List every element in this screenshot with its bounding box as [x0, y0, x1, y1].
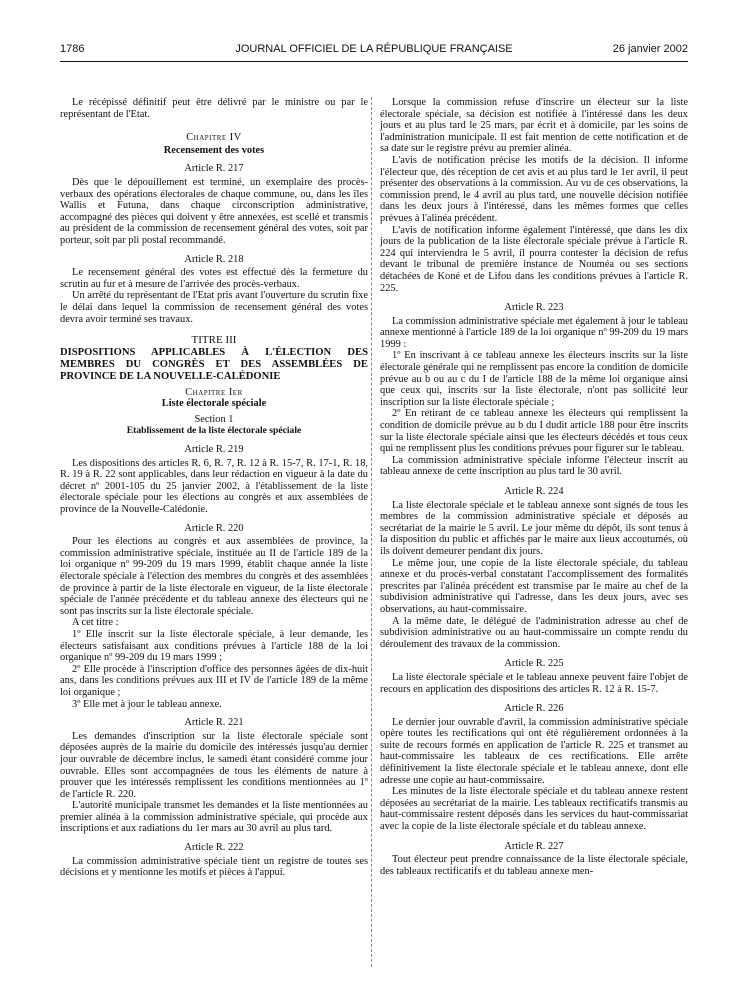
paragraph: La liste électorale spéciale et le tableau annexe sont signés de tous les membres de la commission administrative spéciale et déposés au secrétariat de la mairie le 5 avril. Le jour même du dépôt, ils sont tenus à la disposition du public et affichés par le maire aux lieux accoutumés, où ils doivent demeurer pendant dix jours.	[380, 499, 688, 557]
chapter-heading: Chapitre IV	[186, 132, 242, 144]
article-heading: Article R. 218	[184, 253, 244, 265]
paragraph: Les demandes d'inscription sur la liste électorale spéciale sont déposées auprès de la mairie du domicile des intéressés jusqu'au dernier jour ouvrable de décembre inclus, le samedi étant considéré comme jour ouvrable. Elles sont accompagnées de tous les éléments de nature à prouver que les intéressés remplissent les conditions mentionnées au 1º de l'article R. 220.	[60, 730, 368, 800]
paragraph: Lorsque la commission refuse d'inscrire un électeur sur la liste électorale spéciale, sa décision est notifiée à l'intéressé dans les deux jours et au plus tard le 25 mars, par écrit et à domicile, par les soins de l'administration municipale. Il est fait mention de cette notification et de sa date sur le registre prévu au premier alinéa.	[380, 97, 688, 155]
article-heading: Article R. 220	[184, 522, 244, 534]
article-heading: Article R. 222	[184, 842, 244, 854]
section-heading: Section 1	[194, 413, 234, 425]
page-number: 1786	[60, 43, 85, 55]
header-rule	[60, 61, 688, 62]
paragraph: L'avis de notification informe également l'intéressé, que dans les dix jours de la publication de la liste électorale spéciale prévue à l'article R. 224 qui interviendra le 5 avril, il pourra contester la décision de refus devant le tribunal de première instance de Nouméa ou ses sections détachées de Koné et de Lifou dans les conditions prévues à l'article R. 225.	[380, 224, 688, 294]
issue-date: 26 janvier 2002	[612, 43, 688, 55]
column-separator	[371, 97, 372, 967]
article-heading: Article R. 224	[504, 486, 564, 497]
article-heading: Article R. 226	[504, 703, 564, 715]
paragraph: 1º Elle inscrit sur la liste électorale spéciale, à leur demande, les électeurs satisfaisant aux conditions prévues à l'article 188 de la loi organique nº 99-209 du 19 mars 1999 ;	[60, 628, 368, 664]
article-heading: Article R. 221	[184, 717, 244, 729]
right-column	[380, 97, 688, 877]
title-subject: DISPOSITIONS APPLICABLES À L'ÉLECTION DES MEMBRES DU CONGRÈS ET DES ASSEMBLÉES DE PROVINCE DE LA NOUVELLE-CALÉDONIE	[60, 346, 368, 382]
paragraph: La commission administrative spéciale tient un registre de toutes ses décisions et y mentionne les motifs et pièces à l'appui.	[60, 855, 368, 879]
left-column	[60, 97, 368, 879]
chapter-title: Recensement des votes	[163, 144, 265, 156]
article-heading: Article R. 223	[504, 302, 564, 314]
paragraph: Dès que le dépouillement est terminé, un exemplaire des procès-verbaux des opérations électorales de chaque commune, ou, dans les îles Wallis et Futuna, dans chaque circonscription administrative, accompagné des pièces qui doivent y être annexées, est scellé et transmis au président de la commission de recensement général des votes, soit par porteur, soit par pli postal recommandé.	[60, 176, 368, 246]
paragraph: A cet titre :	[72, 617, 119, 629]
chapter-heading: Chapitre Ier	[185, 386, 243, 398]
paragraph: L'autorité municipale transmet les demandes et la liste mentionnées au premier alinéa à la commission administrative spéciale, qui procède aux inscriptions et aux radiations du 1er mars au 30 avril au plus tard.	[60, 800, 368, 835]
paragraph: 2º Elle procède à l'inscription d'office des personnes âgées de dix-huit ans, dans les conditions prévues aux III et IV de l'article 189 de la même loi organique ;	[60, 663, 368, 698]
paragraph: Le recensement général des votes est effectué dès la fermeture du scrutin au fur et à mesure de l'arrivée des procès-verbaux.	[60, 267, 368, 290]
paragraph: 1º En inscrivant à ce tableau annexe les électeurs inscrits sur la liste électorale générale qui ne remplissent pas encore la condition de domicile prévue au b ou au c du I de l'article 188 de la même loi organique ainsi que ceux qui, inscrits sur la liste électorale, n'ont pas sollicité leur inscription sur la liste électorale spéciale ;	[380, 350, 688, 408]
article-heading: Article R. 225	[504, 658, 564, 670]
article-heading: Article R. 227	[504, 840, 564, 852]
title-heading: TITRE III	[191, 334, 237, 347]
paragraph: Tout électeur peut prendre connaissance de la liste électorale spéciale, des tableaux rectificatifs et du tableau annexe men-	[380, 854, 688, 877]
paragraph: Les minutes de la liste électorale spéciale et du tableau annexe restent déposées au secrétariat de la mairie. Les tableaux rectificatifs transmis au haut-commissaire restent déposés dans les services du haut-commissariat avec la copie de la liste électorale spéciale et du tableau annexe.	[380, 786, 688, 833]
paragraph: La commission administrative spéciale met également à jour le tableau annexe mentionné à l'article 189 de la loi organique nº 99-209 du 19 mars 1999 :	[380, 315, 688, 350]
paragraph: A la même date, le délégué de l'administration adresse au chef de subdivision administrative ou au haut-commissaire un compte rendu du déroulement des travaux de la commission.	[380, 615, 688, 650]
paragraph: Un arrêté du représentant de l'Etat pris avant l'ouverture du scrutin fixe le délai dans lequel la commission de recensement général des votes devra avoir terminé ses travaux.	[60, 290, 368, 325]
chapter-title: Liste électorale spéciale	[161, 398, 267, 410]
paragraph: La commission administrative spéciale informe l'électeur inscrit au tableau annexe de cette inscription au plus tard le 30 avril.	[380, 454, 688, 478]
page-header	[60, 43, 688, 59]
paragraph: L'avis de notification précise les motifs de la décision. Il informe l'électeur que, dès réception de cet avis et au plus tard le 1er avril, il peut présenter des observations à la commission. Au vu de ces observations, la commission prend, le 4 avril au plus tard, une nouvelle décision notifiée dans les deux jours à l'intéressé, dans les mêmes formes que celles prévues à l'alinéa précédent.	[380, 154, 688, 224]
paragraph: 2º En retirant de ce tableau annexe les électeurs qui remplissent la condition de domicile prévue au b du I dudit article 188 pour être inscrits sur la liste électorale spéciale ainsi que les électeurs décédés et tous ceux qui ne remplissent plus les conditions prévues pour figurer sur le tableau.	[380, 408, 688, 455]
paragraph: La liste électorale spéciale et le tableau annexe peuvent faire l'objet de recours en application des dispositions des articles R. 12 à R. 15-7.	[380, 671, 688, 695]
section-title: Etablissement de la liste électorale spéciale	[126, 425, 302, 437]
paragraph: Pour les élections au congrès et aux assemblées de province, la commission administrative spéciale, instituée au II de l'article 189 de la loi organique nº 99-209 du 19 mars 1999, établit chaque année la liste électorale spéciale à l'élection des membres du congrès et des assemblées de province à partir de la liste électorale en vigueur, de la liste électorale spéciale de l'année précédente et du tableau annexe des électeurs qui ne sont pas inscrits sur la liste électorale spéciale.	[60, 536, 368, 617]
paragraph: Le dernier jour ouvrable d'avril, la commission administrative spéciale opère toutes les rectifications qui ont été régulièrement ordonnées à la suite de recours formés en application de l'article R. 225 et transmet au haut-commissaire les tableaux de ces rectifications. Elle arrête définitivement la liste électorale spéciale et le tableau annexe, dont elle adresse une copie au haut-commissaire.	[380, 716, 688, 786]
paragraph: Les dispositions des articles R. 6, R. 7, R. 12 à R. 15-7, R. 17-1, R. 18, R. 19 à R. 22 sont applicables, dans leur rédaction en vigueur à la date du décret nº 2001-105 du 25 janvier 2002, à l'établissement de la liste électorale spéciale pour les élections au congrès et aux assemblées de province de la Nouvelle-Calédonie.	[60, 457, 368, 516]
article-heading: Article R. 219	[184, 444, 244, 456]
paragraph: 3º Elle met à jour le tableau annexe.	[72, 698, 222, 710]
paragraph: Le récépissé définitif peut être délivré par le ministre ou par le représentant de l'Etat.	[60, 97, 368, 120]
paragraph: Le même jour, une copie de la liste électorale spéciale, du tableau annexe et du procès-verbal constatant l'accomplissement des formalités prescrites par l'alinéa précédent est transmise par le maire au chef de la subdivision administrative qui l'adresse, dans les deux jours, avec ses observations, au haut-commissaire.	[380, 557, 688, 615]
journal-title: JOURNAL OFFICIEL DE LA RÉPUBLIQUE FRANÇAISE	[235, 43, 513, 55]
article-heading: Article R. 217	[184, 163, 244, 175]
